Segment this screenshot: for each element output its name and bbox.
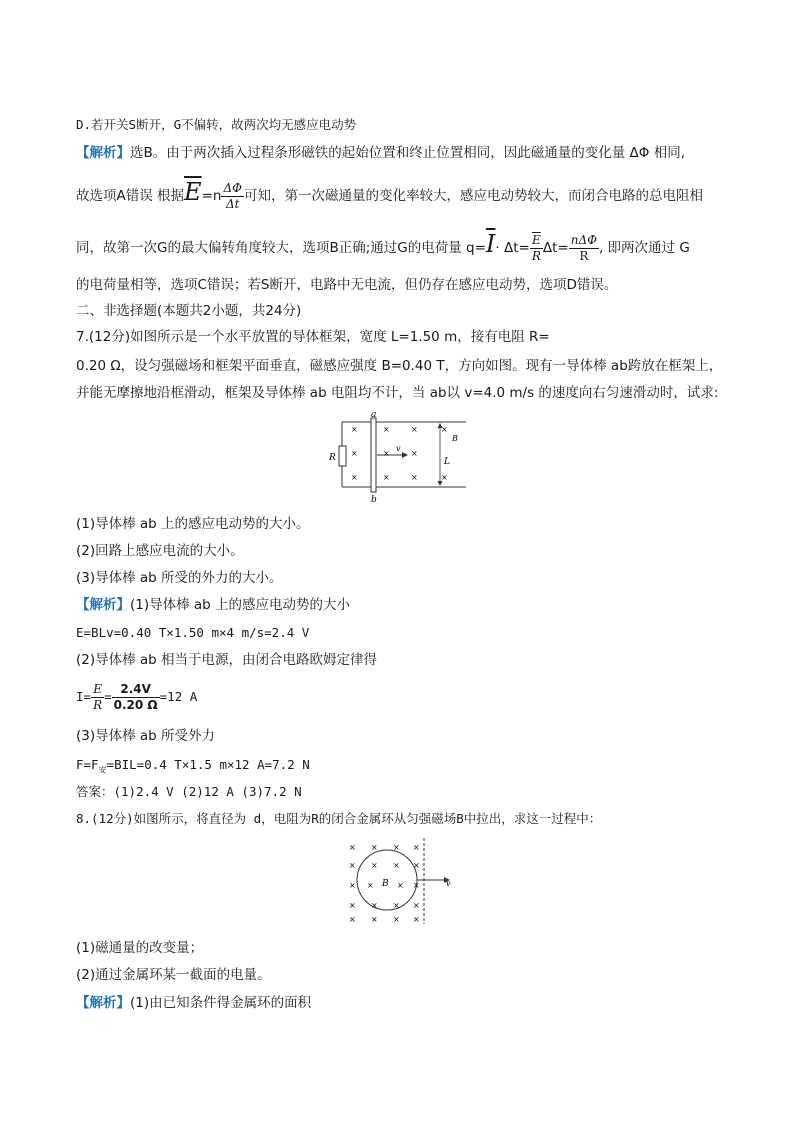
svg-text:×: × — [371, 901, 378, 910]
svg-text:×: × — [441, 425, 448, 434]
velocity-arrow — [402, 452, 408, 458]
q8-sub2: (2)通过金属环某一截面的电量。 — [76, 967, 271, 983]
analysis-tag: 【解析】 — [76, 145, 130, 161]
q7-ans2-eq: I= $\frac{E}{R}$ = $\frac{2.4V}{0.20 \Omega}$ =12 A — [76, 682, 198, 712]
q7-ans2-head: (2)导体棒 ab 相当于电源，由闭合电路欧姆定律得 — [76, 652, 378, 668]
svg-text:×: × — [393, 861, 400, 870]
svg-text:×: × — [349, 861, 356, 870]
svg-text:×: × — [413, 861, 420, 870]
svg-text:×: × — [393, 843, 400, 852]
q7-line3: 并能无摩擦地沿框滑动，框架及导体棒 ab 电阻均不计，当 ab以 v=4.0 m/s 的速度向右匀速滑动时，试求: — [76, 385, 719, 401]
value-fraction: $\frac{2.4V}{0.20 \Omega}$ — [113, 682, 158, 712]
svg-text:×: × — [393, 915, 400, 924]
q6-analysis-line2: 故选项A错误 根据$\overline{E}=n$ $\frac{\Delta\Phi}{\Delta t}$ 可知，第一次磁通量的变化率较大，感应电动势较大，而闭合电路的总电阻相 — [76, 178, 703, 211]
svg-text:×: × — [411, 449, 418, 458]
svg-text:×: × — [413, 901, 420, 910]
q8-line1: 8.(12分)如图所示，将直径为 d，电阻为R的闭合金属环从匀强磁场B中拉出，求这一过程中： — [76, 811, 602, 826]
label-L: L — [444, 457, 450, 467]
svg-text:×: × — [441, 473, 448, 482]
i-bar: $\overline{I}$ — [485, 230, 496, 258]
svg-text:×: × — [349, 843, 356, 852]
label-R: R — [329, 453, 336, 463]
q7-ans3-eq: $F=F_安=BIL=0.4$ T×1.5 m×12 A=7.2 N — [76, 757, 310, 775]
q7-answer: 答案：(1)2.4 V (2)12 A (3)7.2 N — [76, 784, 302, 799]
label-B: B — [382, 879, 389, 889]
svg-text:×: × — [393, 901, 400, 910]
svg-text:×: × — [349, 901, 356, 910]
q7-line2: 0.20 Ω，设匀强磁场和框架平面垂直，磁感应强度 B=0.40 T，方向如图。现有一导体棒 ab跨放在框架上， — [76, 358, 723, 374]
rod-ab — [371, 418, 376, 492]
svg-text:×: × — [371, 861, 378, 870]
q7-ans1-head: 【解析】(1)导体棒 ab 上的感应电动势的大小 — [76, 597, 351, 613]
e-over-r: $\frac{E}{R}$ — [93, 682, 103, 712]
svg-text:×: × — [413, 881, 420, 890]
label-a: a — [371, 410, 377, 420]
svg-text:×: × — [413, 843, 420, 852]
q8-sub1: (1)磁通量的改变量； — [76, 940, 204, 956]
q7-sub3: (3)导体棒 ab 所受的外力的大小。 — [76, 570, 283, 586]
svg-text:×: × — [411, 473, 418, 482]
field-crosses — [351, 425, 448, 482]
q6-analysis-line3: 同，故第一次G的最大偏转角度较大，选项B正确;通过G的电荷量 $q=\overline{I}\cdot \Delta t=$ $\frac{\overline{E}}{R}$ Δt= $\frac{\text{nΔΦ}}{R}$ , 即两次通过 G — [76, 230, 690, 263]
q8-ans1: 【解析】(1)由已知条件得金属环的面积 — [76, 995, 312, 1011]
e-bar: $\overline{E}$ — [184, 178, 202, 206]
option-d: D.若开关S断开，G不偏转，故两次均无感应电动势 — [76, 117, 357, 132]
q7-line1: 7.(12分)如图所示是一个水平放置的导体框架，宽度 L=1.50 m，接有电阻 R= — [76, 329, 550, 345]
svg-text:×: × — [351, 425, 358, 434]
svg-text:×: × — [383, 425, 390, 434]
svg-text:×: × — [383, 449, 390, 458]
label-B: B — [452, 434, 458, 443]
svg-text:×: × — [397, 881, 404, 890]
svg-text:×: × — [411, 425, 418, 434]
section2-title: 二、非选择题(本题共2小题，共24分) — [76, 303, 302, 319]
e-over-r-fraction: $\frac{\overline{E}}{R}$ — [531, 232, 541, 263]
label-v: v — [396, 444, 401, 453]
resistor — [339, 446, 346, 466]
label-v: v — [446, 879, 451, 888]
q6-analysis-line4: 的电荷量相等，选项C错误；若S断开，电路中无电流，但仍存在感应电动势，选项D错误。 — [76, 277, 618, 293]
q7-sub2: (2)回路上感应电流的大小。 — [76, 543, 244, 559]
svg-text:×: × — [413, 915, 420, 924]
svg-text:×: × — [349, 881, 356, 890]
svg-text:×: × — [383, 473, 390, 482]
svg-text:×: × — [351, 473, 358, 482]
ndphi-over-r-fraction: $\frac{\text{nΔΦ}}{R}$ — [570, 232, 597, 263]
svg-text:×: × — [367, 881, 374, 890]
label-b: b — [371, 495, 377, 504]
svg-text:×: × — [371, 843, 378, 852]
svg-text:×: × — [351, 449, 358, 458]
q8-ring-figure — [342, 836, 460, 926]
q7-ans1-eq: E=BLv=0.40 T×1.50 m×4 m/s=2.4 V — [76, 625, 310, 640]
q6-analysis-line1: 【解析】选B。由于两次插入过程条形磁铁的起始位置和终止位置相同，因此磁通量的变化量 ΔΦ 相同, — [76, 145, 685, 161]
svg-text:×: × — [349, 915, 356, 924]
q7-ans3-head: (3)导体棒 ab 所受外力 — [76, 728, 216, 744]
dphi-dt-fraction: $\frac{\Delta\Phi}{\Delta t}$ — [223, 180, 242, 211]
svg-text:×: × — [371, 915, 378, 924]
q7-frame-figure — [320, 408, 470, 504]
q7-sub1: (1)导体棒 ab 上的感应电动势的大小。 — [76, 516, 310, 532]
